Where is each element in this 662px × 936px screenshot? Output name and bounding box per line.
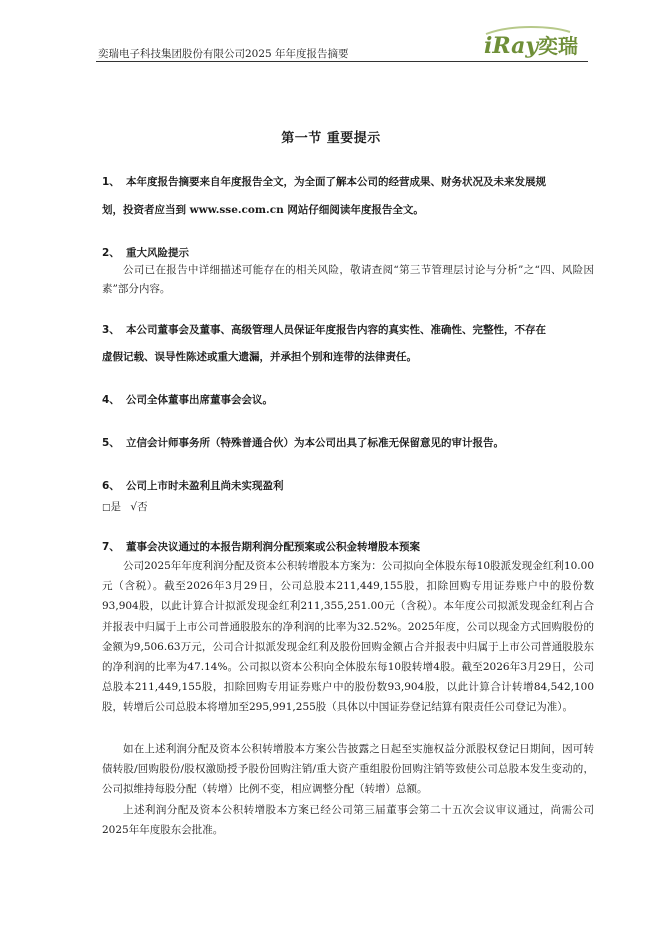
logo-chinese: 奕瑞: [538, 34, 578, 58]
item-3: [102, 322, 546, 337]
item-6: [102, 478, 284, 493]
item-7-heading: 董事会决议通过的本报告期利润分配预案或公积金转增股本预案: [126, 541, 420, 553]
item-5-text: 立信会计师事务所（特殊普通合伙）为本公司出具了标准无保留意见的审计报告。: [126, 437, 504, 449]
item-4-number: 4、: [102, 394, 120, 406]
item-1-line-1: 本年度报告摘要来自年度报告全文，为全面了解本公司的经营成果、财务状况及未来发展规: [126, 176, 546, 188]
item-1-line-2: 划，投资者应当到 www.sse.com.cn 网站仔细阅读年度报告全文。: [102, 204, 424, 216]
item-3-line-2: 虚假记载、误导性陈述或重大遗漏，并承担个别和连带的法律责任。: [102, 351, 417, 363]
option-yes-label: 是: [110, 501, 122, 513]
item-3-line-1: 本公司董事会及董事、高级管理人员保证年度报告内容的真实性、准确性、完整性，不存在: [126, 324, 546, 336]
item-1: [102, 174, 546, 189]
item-7-number: 7、: [102, 541, 120, 553]
item-6-number: 6、: [102, 480, 120, 492]
item-7-paragraph-1: 公司2025年年度利润分配及资本公积转增股本方案为：公司拟向全体股东每10股派发现金红利10.00元（含税）。截至2026年3月29日，公司总股本211,449,155股，扣除回购专用证券账户中的股份数93,904股，以此计算合计拟派发现金红利211,355,251.00元（含税）。本年度公司拟派发现金红利占合并报表中归属于上市公司普通股股东的净利润的比率为32.52%。2025年度，公司以现金方式回购股份的金额为9,506.63万元，公司合计拟派发现金红利及股份回购金额占合并报表中归属于上市公司普通股股东的净利润的比率为47.14%。公司拟以资本公积向全体股东每10股转增4股。截至2026年3月29日，公司总股本211,449,155股，扣除回购专用证券账户中的股份数93,904股，以此计算合计转增84,542,100股，转增后公司总股本将增加至295,991,255股（具体以中国证券登记结算有限责任公司登记为准）。: [102, 560, 594, 714]
logo-latin: iRay: [484, 33, 539, 59]
item-4: [102, 392, 273, 407]
item-7: [102, 539, 420, 554]
item-6-options: [102, 499, 148, 514]
item-7-paragraph-2: 如在上述利润分配及资本公积转增股本方案公告披露之日起至实施权益分派股权登记日期间，因可转债转股/回购股份/股权激励授予股份回购注销/重大资产重组股份回购注销等致使公司总股本发生变动的，公司拟维持每股分配（转增）比例不变，相应调整分配（转增）总额。: [102, 743, 594, 796]
item-3-number: 3、: [102, 324, 120, 336]
item-2-heading: 重大风险提示: [126, 247, 189, 259]
item-5-number: 5、: [102, 437, 120, 449]
report-header-title: 奕瑞电子科技集团股份有限公司2025 年年度报告摘要: [98, 48, 349, 60]
header-divider: [96, 61, 588, 62]
item-4-text: 公司全体董事出席董事会会议。: [126, 394, 273, 406]
iray-logo: [482, 26, 592, 60]
item-2-number: 2、: [102, 247, 120, 259]
item-2: [102, 245, 189, 260]
item-6-heading: 公司上市时未盈利且尚未实现盈利: [126, 480, 284, 492]
checkmark-icon: √: [130, 501, 138, 513]
item-7-paragraph-3: 上述利润分配及资本公积转增股本方案已经公司第三届董事会第二十五次会议审议通过，尚需公司2025年年度股东会批准。: [102, 804, 594, 837]
item-5: [102, 435, 504, 450]
checkbox-yes-icon: □: [102, 503, 111, 513]
item-2-text: 公司已在报告中详细描述可能存在的相关风险，敬请查阅“第三节管理层讨论与分析”之“四、风险因素”部分内容。: [102, 264, 594, 295]
item-1-number: 1、: [102, 176, 120, 188]
page-title: 第一节 重要提示: [281, 131, 381, 146]
option-no-label: 否: [137, 501, 148, 513]
